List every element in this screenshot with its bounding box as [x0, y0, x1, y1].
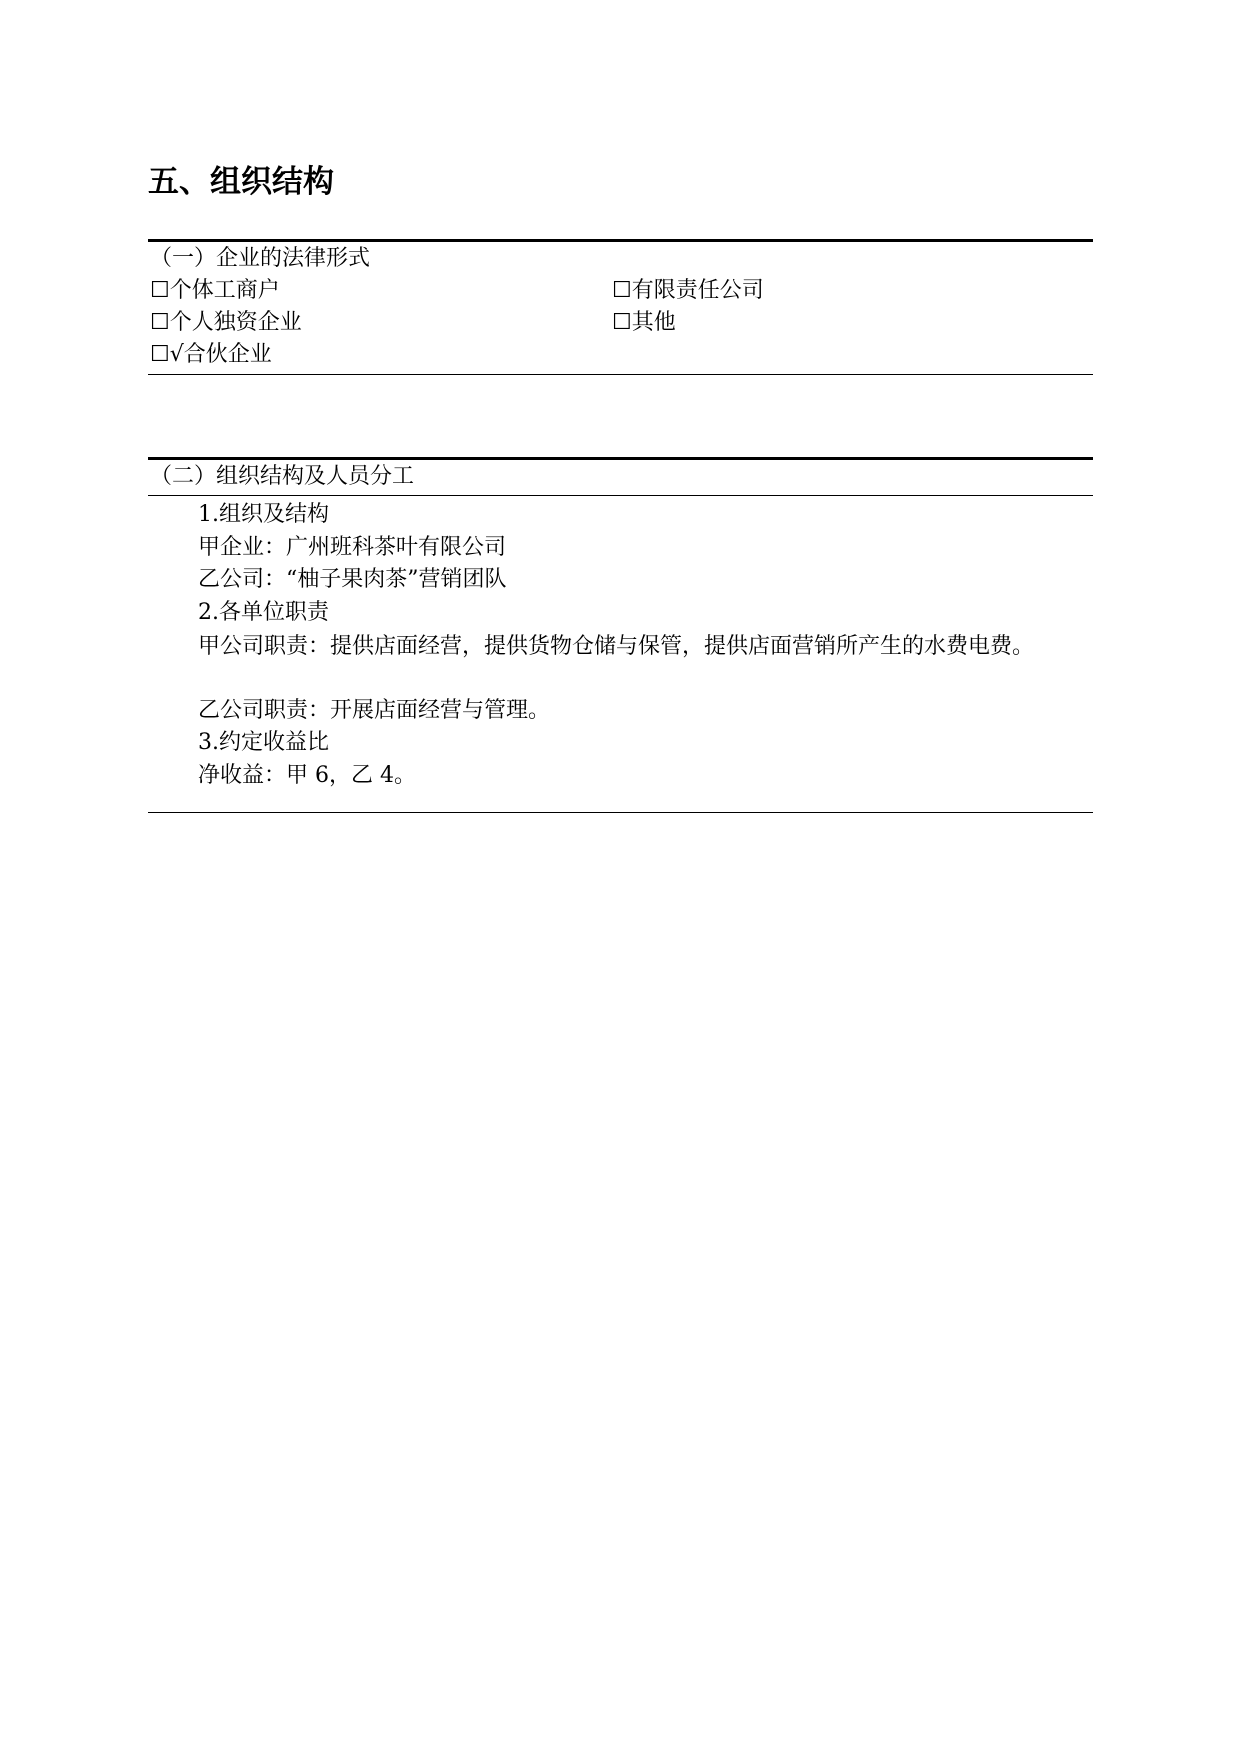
checkbox-icon[interactable]: ☐ [612, 278, 632, 303]
option-label: 其他 [631, 310, 676, 335]
checkbox-icon[interactable]: ☐ [150, 342, 170, 367]
option-limited-company[interactable] [612, 276, 764, 306]
party-a-duties: 甲公司职责：提供店面经营，提供货物仓储与保管，提供店面营销所产生的水费电费。 [198, 634, 1035, 659]
option-partnership[interactable] [150, 340, 272, 370]
option-label: 个人独资企业 [169, 310, 302, 335]
section2-top-rule [148, 457, 1093, 460]
option-label: 个体工商户 [169, 278, 280, 303]
section2-title: （二）组织结构及人员分工 [150, 464, 415, 489]
section2-bottom-rule [148, 812, 1093, 813]
subheading-responsibilities: 2.各单位职责 [198, 600, 329, 625]
option-label: 有限责任公司 [631, 278, 764, 303]
option-other[interactable] [612, 308, 676, 338]
checkbox-icon[interactable]: ☐ [612, 310, 632, 335]
party-b-duties: 乙公司职责：开展店面经营与管理。 [198, 698, 551, 723]
checkbox-icon[interactable]: ☐ [150, 310, 170, 335]
checkbox-icon[interactable]: ☐ [150, 278, 170, 303]
section1-title: （一）企业的法律形式 [150, 246, 371, 271]
party-b-line: 乙公司：“柚子果肉茶”营销团队 [198, 567, 507, 592]
subheading-profit-ratio: 3.约定收益比 [198, 730, 329, 755]
option-sole-proprietor[interactable] [150, 276, 280, 306]
party-a-line: 甲企业：广州班科茶叶有限公司 [198, 535, 507, 560]
section1-top-rule [148, 239, 1093, 242]
option-individual-enterprise[interactable] [150, 308, 302, 338]
page-title: 五、组织结构 [148, 164, 334, 200]
subheading-organization: 1.组织及结构 [198, 502, 329, 527]
section1-bottom-rule [148, 374, 1093, 375]
net-profit-line: 净收益：甲 6，乙 4。 [198, 763, 416, 788]
option-label: √合伙企业 [169, 342, 272, 367]
section2-title-rule [148, 495, 1093, 496]
